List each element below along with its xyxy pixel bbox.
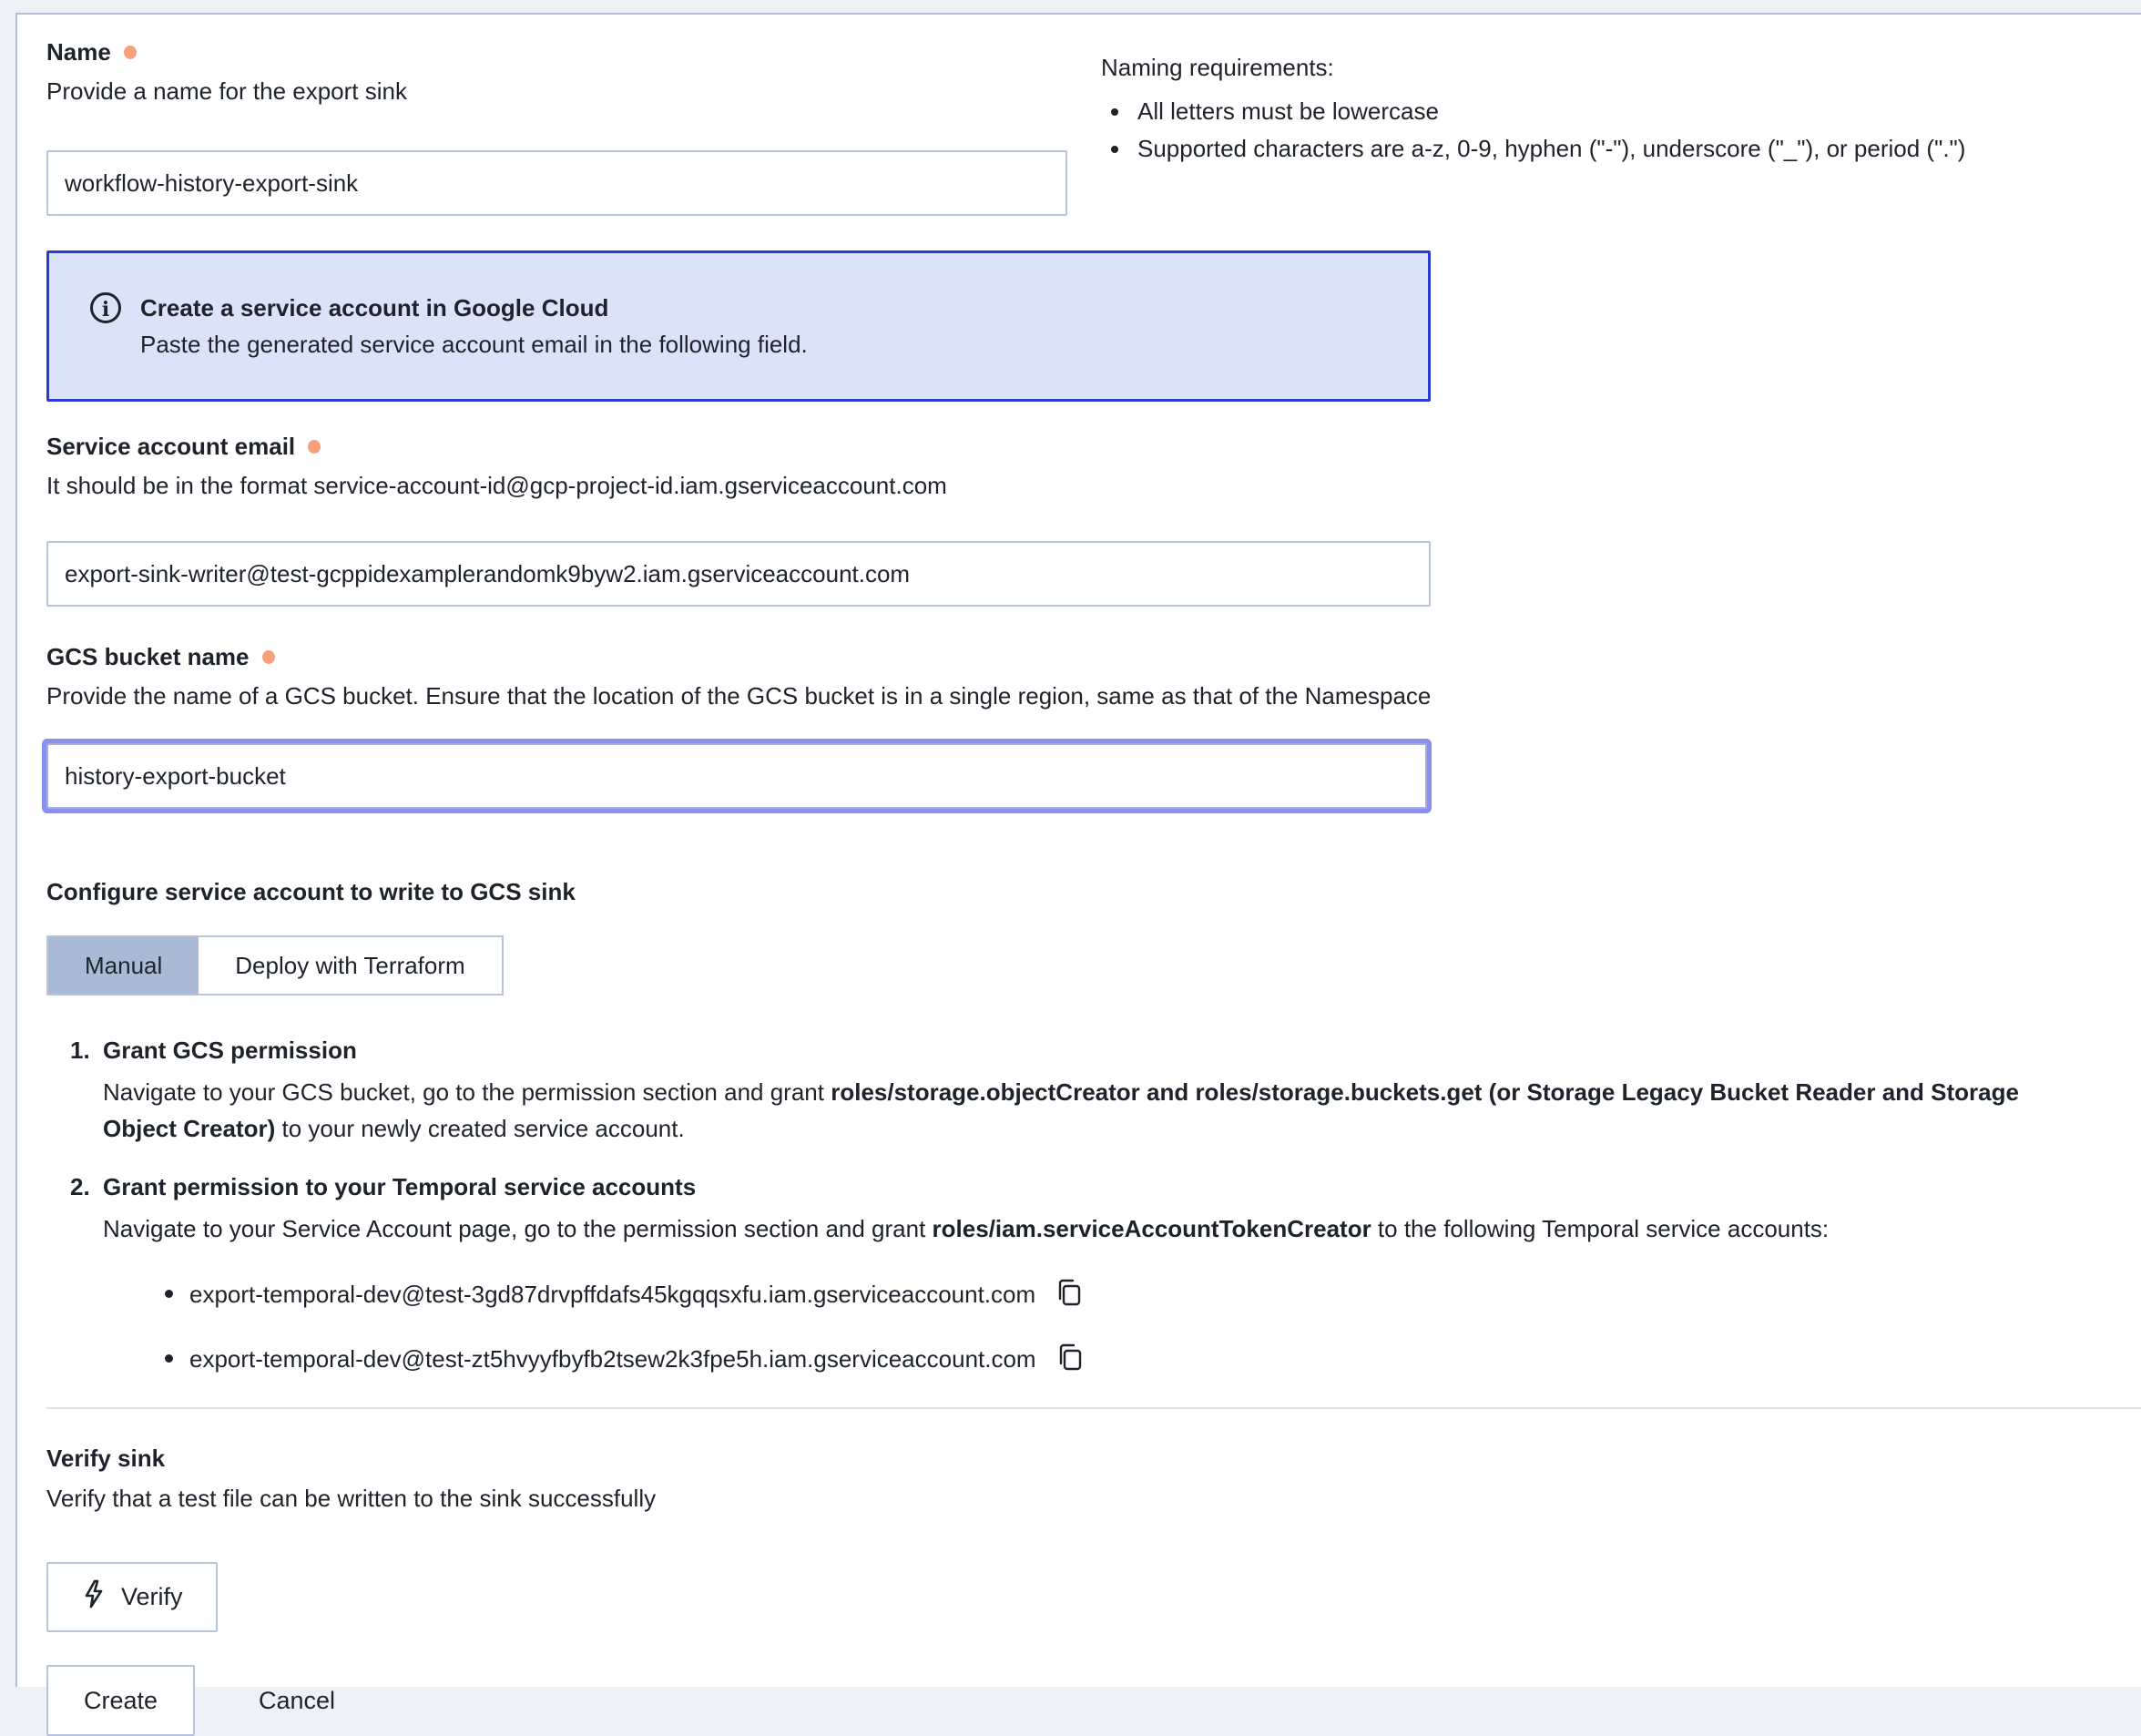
step-title: Grant GCS permission	[103, 1032, 357, 1068]
create-button[interactable]: Create	[46, 1665, 195, 1736]
manual-steps	[46, 1032, 2112, 1374]
required-dot-icon	[308, 440, 321, 454]
step-title: Grant permission to your Temporal service accounts	[103, 1169, 696, 1205]
temporal-service-account-email: export-temporal-dev@test-zt5hvyyfbyfb2tsew2k3fpe5h.iam.gserviceaccount.com	[189, 1343, 1036, 1374]
gcs-bucket-name-description: Provide the name of a GCS bucket. Ensure that the location of the GCS bucket is in a single region, same as that of the Namespace	[46, 679, 2112, 712]
required-dot-icon	[124, 46, 137, 59]
info-circle-icon	[89, 291, 122, 331]
form-actions	[46, 1665, 2112, 1736]
svg-text:i: i	[102, 298, 109, 322]
verify-button[interactable]	[46, 1562, 218, 1632]
required-dot-icon	[262, 650, 275, 664]
copy-button[interactable]	[1056, 1343, 1084, 1374]
step-number: 1.	[70, 1032, 103, 1068]
tab-deploy-with-terraform[interactable]: Deploy with Terraform	[199, 937, 501, 994]
verify-sink-title: Verify sink	[46, 1442, 2112, 1475]
sink-name-input[interactable]	[46, 150, 1067, 216]
gcs-bucket-name-input[interactable]	[46, 743, 1427, 809]
naming-requirement-item: • Supported characters are a-z, 0-9, hyphen ("-"), underscore ("_"), or period (".")	[1132, 130, 2141, 168]
step-number: 2.	[70, 1169, 103, 1205]
service-account-email-description: It should be in the format service-account-id@gcp-project-id.iam.gserviceaccount.com	[46, 469, 2112, 502]
copy-icon	[1055, 1278, 1083, 1310]
service-account-email-input[interactable]	[46, 541, 1431, 607]
role-names-bold: roles/iam.serviceAccountTokenCreator	[933, 1215, 1371, 1242]
naming-requirements	[1101, 49, 2141, 168]
service-account-email-label: Service account email	[46, 431, 2112, 462]
info-callout-body: Paste the generated service account email in the following field.	[140, 326, 808, 363]
lightning-bolt-icon	[81, 1578, 107, 1616]
role-names-bold: roles/storage.objectCreator and roles/storage.buckets.get (or Storage Legacy Bucket Reader and Storage Object Creator)	[103, 1078, 2019, 1142]
naming-requirement-item: • All letters must be lowercase	[1132, 93, 2141, 130]
name-field-label: Name	[46, 36, 2112, 67]
section-divider	[46, 1407, 2141, 1409]
list-item	[165, 1343, 2112, 1374]
copy-icon	[1056, 1343, 1084, 1374]
step-grant-gcs-permission	[46, 1032, 2112, 1147]
verify-sink-description: Verify that a test file can be written to the sink successfully	[46, 1482, 2112, 1515]
step-body: Navigate to your GCS bucket, go to the permission section and grant roles/storage.objectCreator and roles/storage.buckets.get (or Storage Legacy Bucket Reader and Storage Object Creator) to your newly created service account.	[103, 1074, 2066, 1147]
info-callout	[46, 250, 1431, 402]
list-item	[165, 1278, 2112, 1310]
tab-manual[interactable]: Manual	[48, 937, 199, 994]
deploy-method-tabs	[46, 935, 504, 996]
temporal-service-account-email: export-temporal-dev@test-3gd87drvpffdafs45kgqqsxfu.iam.gserviceaccount.com	[189, 1279, 1035, 1310]
cancel-button[interactable]: Cancel	[259, 1687, 335, 1715]
copy-button[interactable]	[1055, 1278, 1083, 1310]
gcs-bucket-name-label: GCS bucket name	[46, 641, 2112, 672]
bullet-icon	[165, 1290, 173, 1298]
temporal-service-accounts-list	[46, 1278, 2112, 1374]
name-field-description: Provide a name for the export sink	[46, 75, 2112, 107]
bullet-icon	[165, 1354, 173, 1363]
export-sink-form-panel	[15, 13, 2141, 1687]
step-grant-temporal-permission	[46, 1169, 2112, 1247]
step-body: Navigate to your Service Account page, go to the permission section and grant roles/iam.serviceAccountTokenCreator to the following Temporal service accounts:	[103, 1210, 2066, 1247]
naming-requirements-title: Naming requirements:	[1101, 49, 2141, 87]
verify-button-label: Verify	[121, 1583, 183, 1611]
configure-section-title: Configure service account to write to GCS sink	[46, 878, 2112, 906]
info-callout-title: Create a service account in Google Cloud	[140, 290, 808, 326]
